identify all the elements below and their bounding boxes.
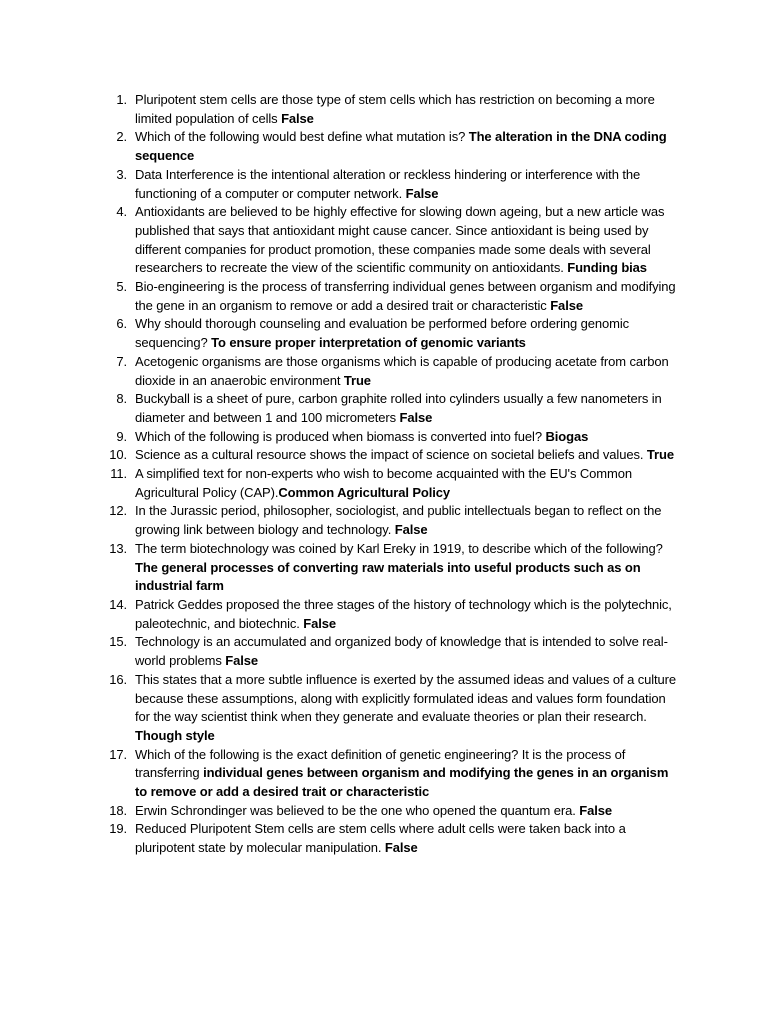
list-item [0, 540, 768, 596]
question-list [0, 91, 768, 858]
item-number: 7. [116, 353, 127, 369]
list-item [0, 465, 768, 502]
question-text: Technology is an accumulated and organized body of knowledge that is intended to solve real-world problems [135, 634, 668, 669]
item-number: 3. [116, 166, 127, 182]
answer-text: False [303, 615, 337, 631]
item-number: 16. [109, 671, 127, 687]
list-item [0, 353, 768, 390]
question-text: Erwin Schrondinger was believed to be the one who opened the quantum era. [135, 802, 580, 818]
question-text: Pluripotent stem cells are those type of stem cells which has restriction on becoming a more limited population of cells [135, 92, 655, 126]
item-number: 10. [109, 447, 127, 463]
list-item [0, 166, 768, 203]
list-item [0, 128, 768, 165]
answer-text: Though style [135, 727, 215, 743]
list-item [0, 91, 768, 128]
list-item [0, 203, 768, 278]
item-number: 5. [116, 279, 127, 295]
question-text: Antioxidants are believed to be highly effective for slowing down ageing, but a new article was published that says that antioxidant might cause cancer. Since antioxidant is being used by different companies for product promotion, these companies made some deals with several researchers to recreate the view of the scientific community on antioxidants. [135, 204, 665, 276]
question-text: Science as a cultural resource shows the impact of science on societal beliefs and values. [135, 447, 647, 463]
question-text: Why should thorough counseling and evaluation be performed before ordering genomic sequencing? [135, 316, 630, 351]
answer-text: False [281, 110, 314, 126]
item-number: 18. [109, 802, 127, 818]
list-item [0, 633, 768, 670]
item-number: 4. [116, 204, 127, 220]
answer-text: Funding bias [567, 260, 647, 276]
question-text: Which of the following is produced when biomass is converted into fuel? [135, 428, 546, 444]
answer-text: False [550, 297, 583, 313]
answer-text: False [405, 185, 439, 201]
answer-text: False [394, 522, 428, 538]
question-text: The term biotechnology was coined by Karl Ereky in 1919, to describe which of the following? [135, 540, 663, 556]
question-text: Buckyball is a sheet of pure, carbon graphite rolled into cylinders usually a few nanometers in diameter and between 1 and 100 micrometers [135, 391, 662, 425]
list-item [0, 278, 768, 315]
answer-text: The alteration in the DNA coding sequence [135, 129, 667, 164]
list-item [0, 671, 768, 746]
question-text: Bio-engineering is the process of transferring individual genes between organism and modifying the gene in an organism to remove or add a desired trait or characteristic [135, 279, 676, 313]
list-item [0, 746, 768, 802]
item-number: 13. [109, 540, 127, 556]
answer-text: True [646, 447, 674, 463]
list-item [0, 315, 768, 352]
list-item [0, 390, 768, 427]
list-item [0, 820, 768, 857]
question-text: Acetogenic organisms are those organisms which is capable of producing acetate from carbon dioxide in an anaerobic environment [135, 353, 669, 388]
list-item [0, 428, 768, 447]
answer-text: True [343, 372, 371, 388]
question-text: Which of the following would best define what mutation is? [135, 129, 469, 145]
answer-text: False [225, 653, 259, 669]
item-number: 1. [116, 92, 127, 107]
answer-text: False [399, 409, 433, 425]
question-text: Which of the following is the exact definition of genetic engineering? It is the process of transferring [135, 746, 626, 781]
list-item [0, 446, 768, 465]
answer-text: Biogas [545, 428, 589, 444]
question-text: A simplified text for non-experts who wish to become acquainted with the EU's Common Agricultural Policy (CAP). [135, 466, 632, 500]
item-number: 15. [109, 634, 127, 650]
item-number: 6. [116, 316, 127, 332]
answer-text: To ensure proper interpretation of genomic variants [211, 335, 526, 351]
answer-text: individual genes between organism and modifying the genes in an organism to remove or add a desired trait or characteristic [135, 765, 669, 800]
list-item [0, 502, 768, 539]
item-number: 9. [116, 428, 127, 444]
question-text: In the Jurassic period, philosopher, sociologist, and public intellectuals began to reflect on the growing link between biology and technology. [135, 503, 662, 538]
item-number: 8. [116, 391, 127, 407]
question-text: Patrick Geddes proposed the three stages of the history of technology which is the polytechnic, paleotechnic, and biotechnic. [135, 596, 672, 631]
question-text: Data Interference is the intentional alteration or reckless hindering or interference with the functioning of a computer or computer network. [135, 166, 641, 201]
item-number: 11. [110, 466, 127, 482]
list-item [0, 596, 768, 633]
item-number: 17. [109, 746, 127, 762]
list-item [0, 802, 768, 821]
answer-text: False [384, 840, 418, 856]
item-number: 2. [116, 129, 127, 145]
answer-text: Common Agricultural Policy [278, 484, 451, 500]
question-text: Reduced Pluripotent Stem cells are stem cells where adult cells were taken back into a pluripotent state by molecular manipulation. [135, 821, 626, 856]
question-text: This states that a more subtle influence is exerted by the assumed ideas and values of a culture because these assumptions, along with explicitly formulated ideas and values form foundation for the way scientist think when they generate and evaluate theories or plan their research. [135, 671, 677, 725]
item-number: 14. [109, 596, 127, 612]
answer-text: False [579, 802, 613, 818]
item-number: 19. [109, 821, 127, 837]
item-number: 12. [109, 503, 127, 519]
answer-text: The general processes of converting raw materials into useful products such as on industrial farm [135, 559, 641, 594]
